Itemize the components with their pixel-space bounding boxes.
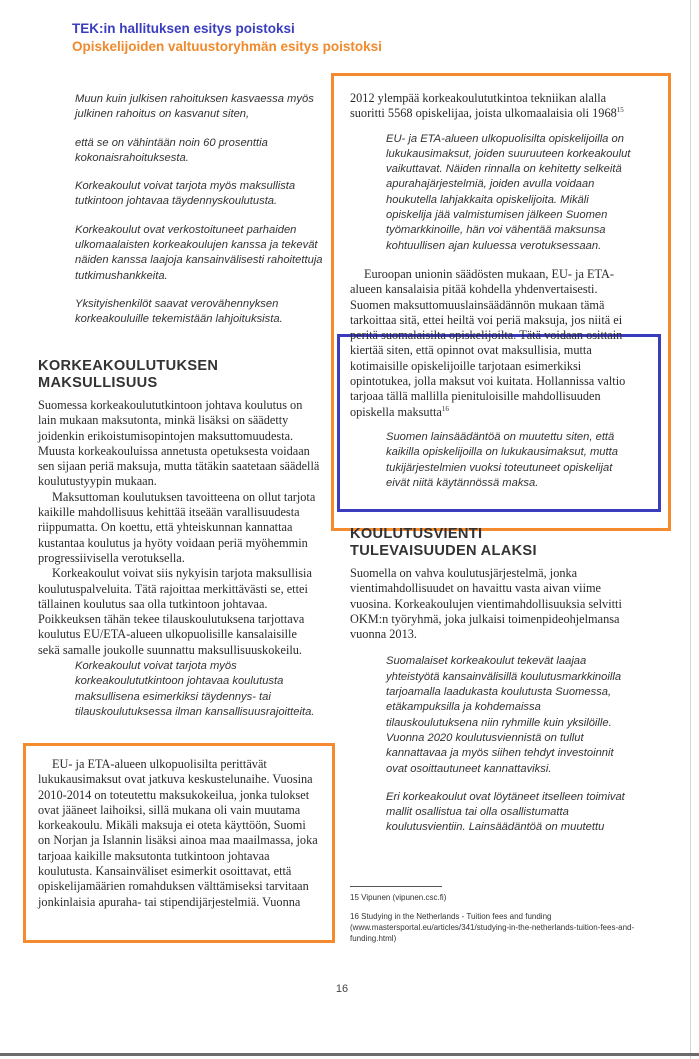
footnote-15: 15 Vipunen (vipunen.csc.fi) [350, 893, 447, 902]
intro-para-2: että se on vähintään noin 60 prosenttia kokonaisrahoituksesta. [75, 136, 268, 164]
page-edge-right [690, 0, 691, 1059]
footnote-divider [350, 886, 442, 887]
page-edge-bottom [0, 1053, 699, 1056]
right-para-2a: Euroopan unionin säädösten mukaan, EU- ja ETA-alueen kansalaisia pitää kohdella yhdenvertaisesti. Suomen maksuttomuuslainsäädännön mukaan tämä tarkoittaa sitä, ettei heiltä voi periä maksuja, jos niitä ei peritä suomalaisilta opiskelijoilta. [350, 266, 623, 343]
italic-para-maksullinen: Korkeakoulut voivat tarjota myös korkeakoulututkintoon johtavaa koulutusta maksullisena esimerkiksi täydennys- tai tilauskoulutuksessa ilman kansallisuusrajoitteita. [75, 660, 315, 718]
page-number: 16 [335, 983, 349, 995]
right-para-2 [350, 267, 632, 420]
right-italic-4: Eri korkeakoulut ovat löytäneet itselleen toimivat mallit osallistua tai olla osallistumatta koulutusvientiin. Lainsäädäntöä on muutettu [386, 790, 625, 834]
right-italic-2: Suomen lainsäädäntöä on muutettu siten, että kaikilla opiskelijoilla on lukukausimaksut, mutta tukijärjestelmien vuoksi toteutuneet opiskelijat eivät niitä käytännössä maksa. [386, 430, 618, 489]
footnotes [350, 892, 640, 944]
header-line-tek: TEK:in hallituksen esitys poistoksi [72, 21, 295, 36]
section-title-koulutusvienti-2: TULEVAISUUDEN ALAKSI [350, 543, 537, 559]
intro-para-1: Muun kuin julkisen rahoituksen kasvaessa myös julkinen rahoitus on kasvanut siten, [75, 93, 314, 121]
body-para-2: Maksuttoman koulutuksen tavoitteena on ollut tarjota kaikille mahdollisuus kehittää itseään varallisuudesta riippumatta. On koettu, että yhteiskunnan kannattaa kustantaa koulutus ja hyöty voidaan periä myöhemmin progressiivisella verotuksella. [38, 489, 316, 565]
right-italic-1: EU- ja ETA-alueen ulkopuolisilta opiskelijoilla on lukukausimaksut, joiden suuruuteen korkeakoulut vaikuttavat. Näiden rinnalla on kehitetty selkeitä apurahajärjestelmiä, joiden avulla voidaan houkutella lahjakkaita opiskelijoita. Mikäli opiskelija jää valmistumisen jälkeen Suomen työmarkkinoille, hän voi vähentää maksunsa kohtuullisen ajan kuluessa verotuksessaan. [386, 132, 631, 252]
intro-para-4: Korkeakoulut ovat verkostoituneet parhaiden ulkomaalaisten korkeakoulujen kanssa ja tekevät näiden kanssa laajoja kansainvälisesti rahoitettuja tutkimushankkeita. [75, 223, 323, 282]
body-para-3: Korkeakoulut voivat siis nykyisin tarjota maksullisia koulutuspalveluita. Tätä rajoittaa merkittävästi se, ettei tällainen koulutus saa olla tutkintoon johtavaa. Poikkeuksen tähän tekee tilauskoulutuksena tarjottava koulutus EU/ETA-alueen ulkopuolisille kansalaisille sekä samalle joukolle suunnattu maksullisuuskokeilu. [38, 566, 312, 657]
body-para-1: Suomessa korkeakoulututkintoon johtava koulutus on lain mukaan maksutonta, minkä lisäksi on säädetty joidenkin erikoistumisopintojen maksuttomuudesta. Muusta korkeakouluissa annetusta opetuksesta voidaan sen sijaan periä maksuja, mutta tätäkin saatetaan säädellä koulutustyypin mukaan. [38, 398, 320, 489]
right-top-text: 2012 ylempää korkeakoulututkintoa tekniikan alalla suoritti 5568 opiskelijaa, joista ulkomaalaisia oli 1968 [350, 91, 617, 121]
right-body: Suomella on vahva koulutusjärjestelmä, jonka vientimahdollisuudet on havaittu vasta aivan viime vuosina. Korkeakoulujen vientimahdollisuuksia selvitti OKM:n työryhmä, joka julkaisi toimenpideohjelmansa vuonna 2013. [350, 566, 622, 642]
footnote-ref-15: 15 [616, 106, 624, 115]
section-title-maksullisuus: KORKEAKOULUTUKSEN MAKSULLISUUS [38, 358, 219, 391]
right-top [350, 91, 632, 504]
left-section [38, 358, 320, 658]
footnote-16: 16 Studying in the Netherlands - Tuition fees and funding (www.mastersportal.eu/articles/341/studying-in-the-netherlands-tuition-fees-and-funding.html) [350, 912, 635, 943]
footnote-ref-16: 16 [441, 404, 449, 413]
right-section [350, 526, 632, 849]
right-top-para [350, 91, 632, 122]
left-italic-2 [75, 659, 315, 733]
left-intro [75, 92, 333, 341]
header-line-students: Opiskelijoiden valtuustoryhmän esitys poistoksi [72, 39, 382, 54]
intro-para-5: Yksityishenkilöt saavat verovähennyksen korkeakouluille tekemistään lahjoituksista. [75, 297, 283, 326]
intro-para-3: Korkeakoulut voivat tarjota myös maksullista tutkintoon johtavaa täydennyskoulutusta. [75, 180, 296, 208]
right-italic-3: Suomalaiset korkeakoulut tekevät laajaa yhteistyötä kansainvälisillä koulutusmarkkinoilla tarjoamalla laadukasta koulutusta Suomessa, etäkampuksilla ja kohdemaissa tilauskoulutuksena niin ryhmille kuin yksilöille. Vuonna 2020 koulutusviennistä on tullut kannattavaa ja myös siihen tehdyt investoinnit ovat osoittautuneet kannattaviksi. [386, 655, 622, 775]
left-boxed-text [38, 757, 318, 910]
boxed-para: EU- ja ETA-alueen ulkopuolisilta perittävät lukukausimaksut ovat jatkuva keskustelunaihe. Vuosina 2010-2014 on toteutettu maksukokeilua, jonka tulokset ovat jääneet laihoiksi, sillä mukana oli vain muutama korkeakoulu. Mikäli maksuja ei oteta käyttöön, Suomi on Norjan ja Islannin lisäksi ainoa maa maailmassa, joka tarjoaa kaikille maksutonta tutkintoon johtavaa koulutusta. Kansainväliset esimerkit osoittavat, että opiskelijamäärien romahduksen välttämiseksi tarvitaan jonkinlaisia apuraha- tai stipendijärjestelmiä. Vuonna [38, 757, 318, 909]
right-para-2b: Tätä voidaan osittain kiertää siten, että opinnot ovat maksullisia, mutta kotimaisille opiskelijoille tarjotaan esimerkiksi opintotukea, jolla maksut voi kuitata. Hollannissa valtio tarjoaa tällä mallilla pienituloisille mahdollisuuden opiskella maksutta [350, 328, 626, 419]
section-title-koulutusvienti-1: KOULUTUSVIENTI [350, 526, 483, 542]
